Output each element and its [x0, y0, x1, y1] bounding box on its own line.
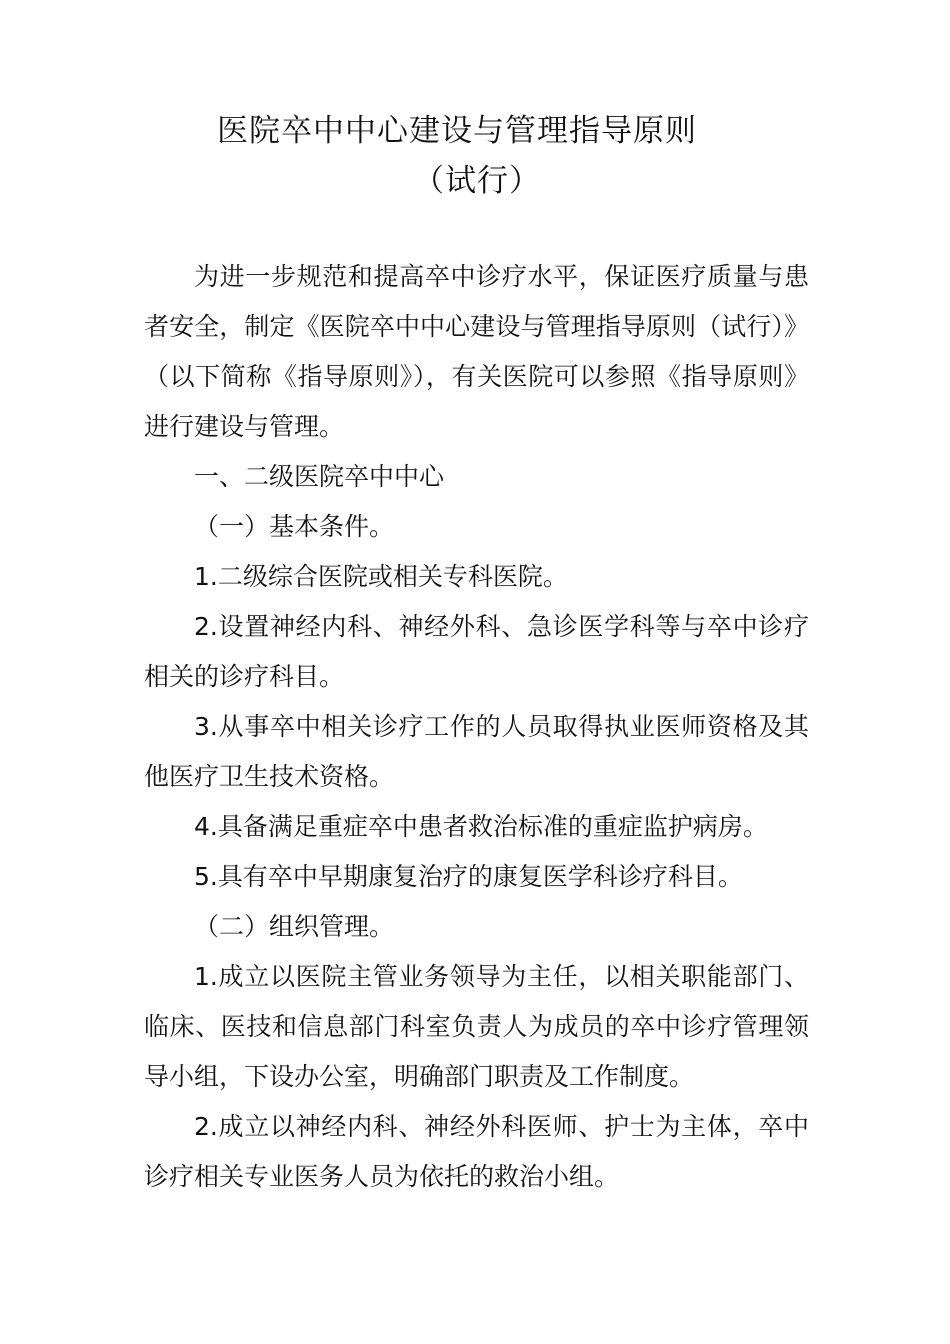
list-item: 4.具备满足重症卒中患者救治标准的重症监护病房。	[194, 812, 768, 841]
list-item: 2.设置神经内科、神经外科、急诊医学科等与卒中诊疗相关的诊疗科目。	[144, 612, 809, 691]
list-item: 2.成立以神经内科、神经外科医师、护士为主体，卒中诊疗相关专业医务人员为依托的救治小组。	[144, 1112, 809, 1191]
document-title: 医院卒中中心建设与管理指导原则	[217, 113, 697, 149]
document-subtitle: （试行）	[413, 163, 541, 199]
section-heading: 一、二级医院卒中中心	[194, 462, 445, 491]
subsection-heading: （二）组织管理。	[194, 912, 395, 941]
document-body	[144, 252, 809, 1202]
subsection-heading: （一）基本条件。	[194, 512, 395, 541]
list-item: 1.成立以医院主管业务领导为主任，以相关职能部门、临床、医技和信息部门科室负责人为成员的卒中诊疗管理领导小组，下设办公室，明确部门职责及工作制度。	[144, 962, 809, 1091]
list-item: 1.二级综合医院或相关专科医院。	[194, 562, 568, 591]
list-item: 3.从事卒中相关诊疗工作的人员取得执业医师资格及其他医疗卫生技术资格。	[144, 712, 809, 791]
paragraph-intro: 为进一步规范和提高卒中诊疗水平，保证医疗质量与患者安全，制定《医院卒中中心建设与管理指导原则（试行）》（以下简称《指导原则》），有关医院可以参照《指导原则》进行建设与管理。	[144, 262, 809, 441]
list-item: 5.具有卒中早期康复治疗的康复医学科诊疗科目。	[194, 862, 743, 891]
